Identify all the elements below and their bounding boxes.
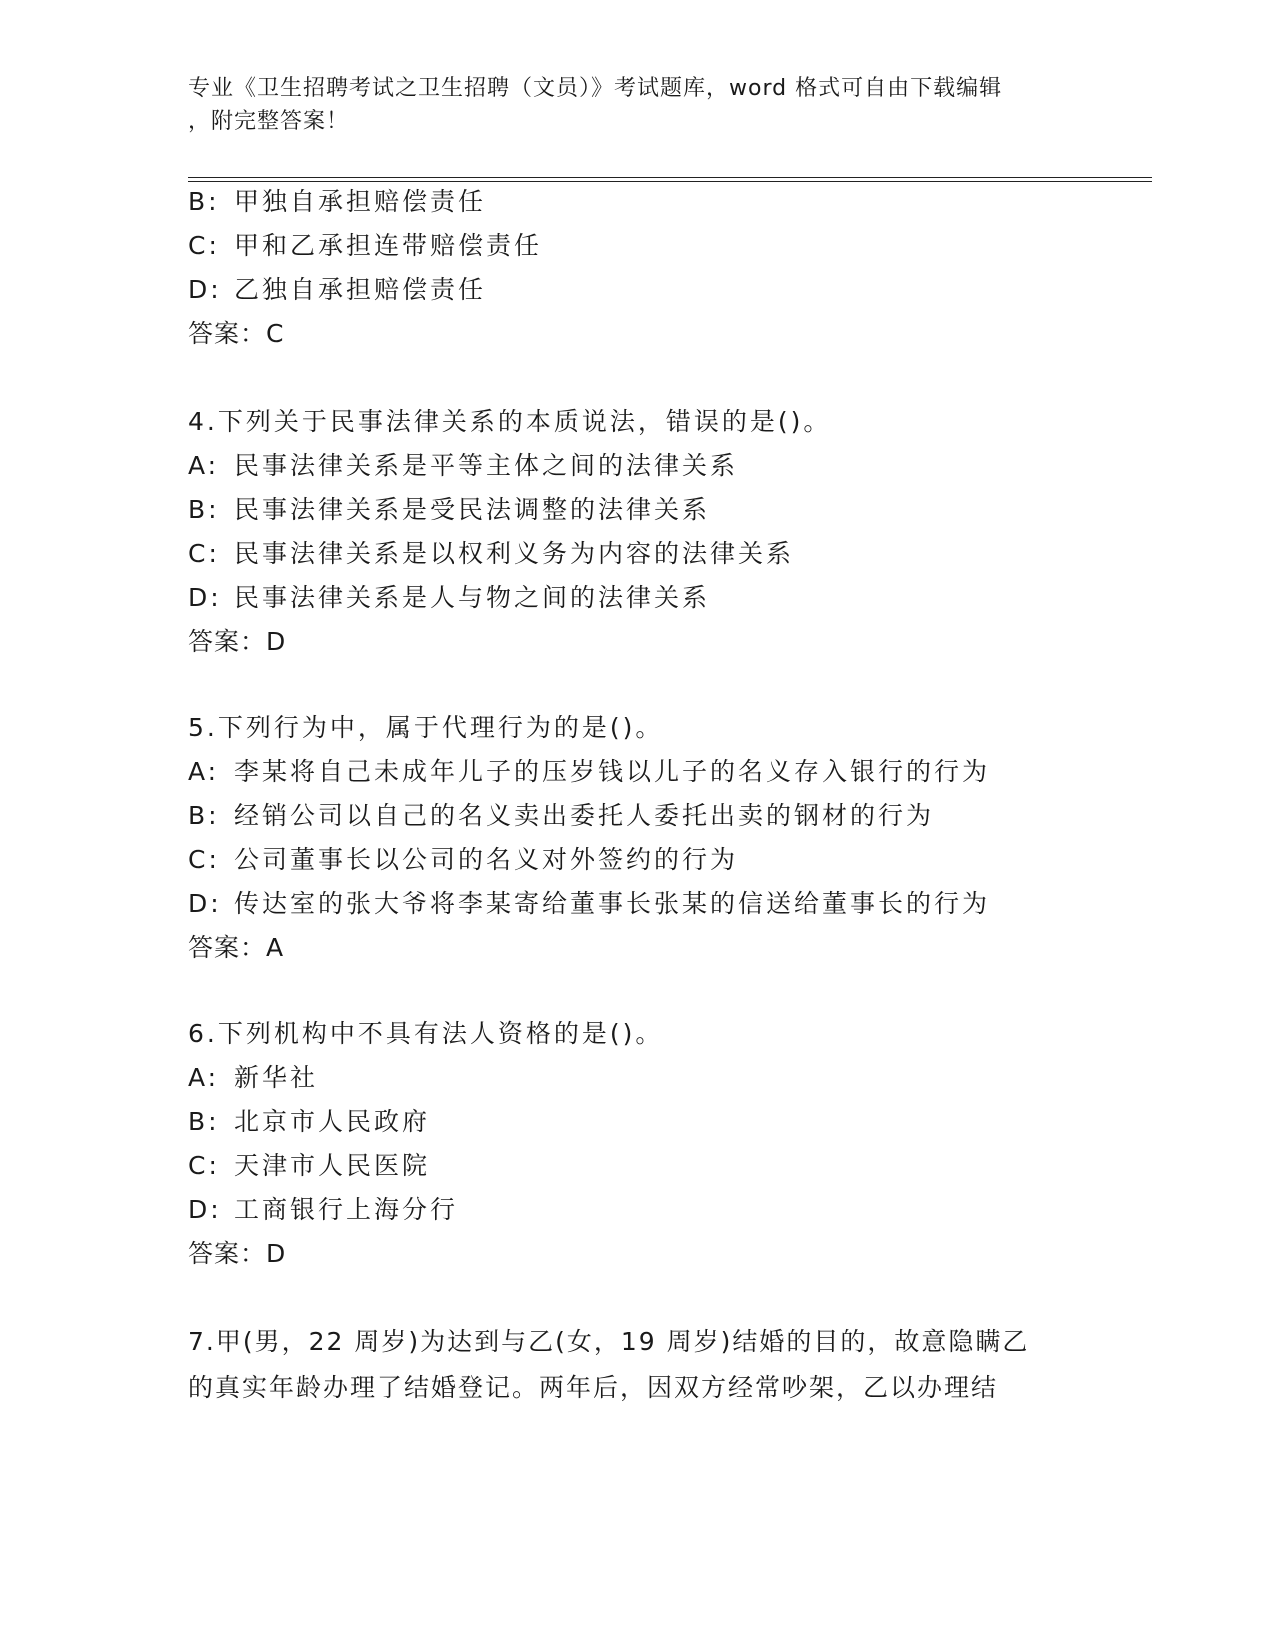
q6-answer: 答案：D [188, 1239, 287, 1268]
q4-option-b: B: 民事法律关系是受民法调整的法律关系 [188, 495, 711, 524]
q5-answer: 答案：A [188, 933, 285, 962]
q4-option-c: C: 民事法律关系是以权利义务为内容的法律关系 [188, 539, 795, 568]
q5-option-b: B: 经销公司以自己的名义卖出委托人委托出卖的钢材的行为 [188, 801, 935, 830]
header-divider-bottom [188, 181, 1152, 182]
document-header [188, 72, 1068, 138]
q5-option-a: A: 李某将自己未成年儿子的压岁钱以儿子的名义存入银行的行为 [188, 757, 991, 786]
q7-stem-line-1: 7.甲(男，22 周岁)为达到与乙(女，19 周岁)结婚的目的，故意隐瞒乙 [188, 1327, 1030, 1356]
q5-option-d: D: 传达室的张大爷将李某寄给董事长张某的信送给董事长的行为 [188, 889, 991, 918]
header-line-1: 专业《卫生招聘考试之卫生招聘（文员）》考试题库，word 格式可自由下载编辑 [188, 76, 1003, 101]
header-divider-top [188, 177, 1152, 178]
header-line-2: ，附完整答案！ [188, 109, 350, 134]
q6-option-c: C: 天津市人民医院 [188, 1151, 431, 1180]
q4-answer: 答案：D [188, 627, 287, 656]
q3-option-c: C: 甲和乙承担连带赔偿责任 [188, 231, 543, 260]
q4-stem: 4.下列关于民事法律关系的本质说法，错误的是()。 [188, 407, 832, 436]
q3-option-b: B: 甲独自承担赔偿责任 [188, 187, 487, 216]
q7-stem-line-2: 的真实年龄办理了结婚登记。两年后，因双方经常吵架，乙以办理结 [188, 1373, 999, 1402]
q5-stem: 5.下列行为中，属于代理行为的是()。 [188, 713, 664, 742]
q3-answer: 答案：C [188, 319, 285, 348]
q4-option-a: A: 民事法律关系是平等主体之间的法律关系 [188, 451, 739, 480]
q3-option-d: D: 乙独自承担赔偿责任 [188, 275, 487, 304]
q5-option-c: C: 公司董事长以公司的名义对外签约的行为 [188, 845, 739, 874]
q4-option-d: D: 民事法律关系是人与物之间的法律关系 [188, 583, 711, 612]
q6-option-a: A: 新华社 [188, 1063, 319, 1092]
q6-stem: 6.下列机构中不具有法人资格的是()。 [188, 1019, 664, 1048]
q6-option-b: B: 北京市人民政府 [188, 1107, 431, 1136]
q6-option-d: D: 工商银行上海分行 [188, 1195, 459, 1224]
